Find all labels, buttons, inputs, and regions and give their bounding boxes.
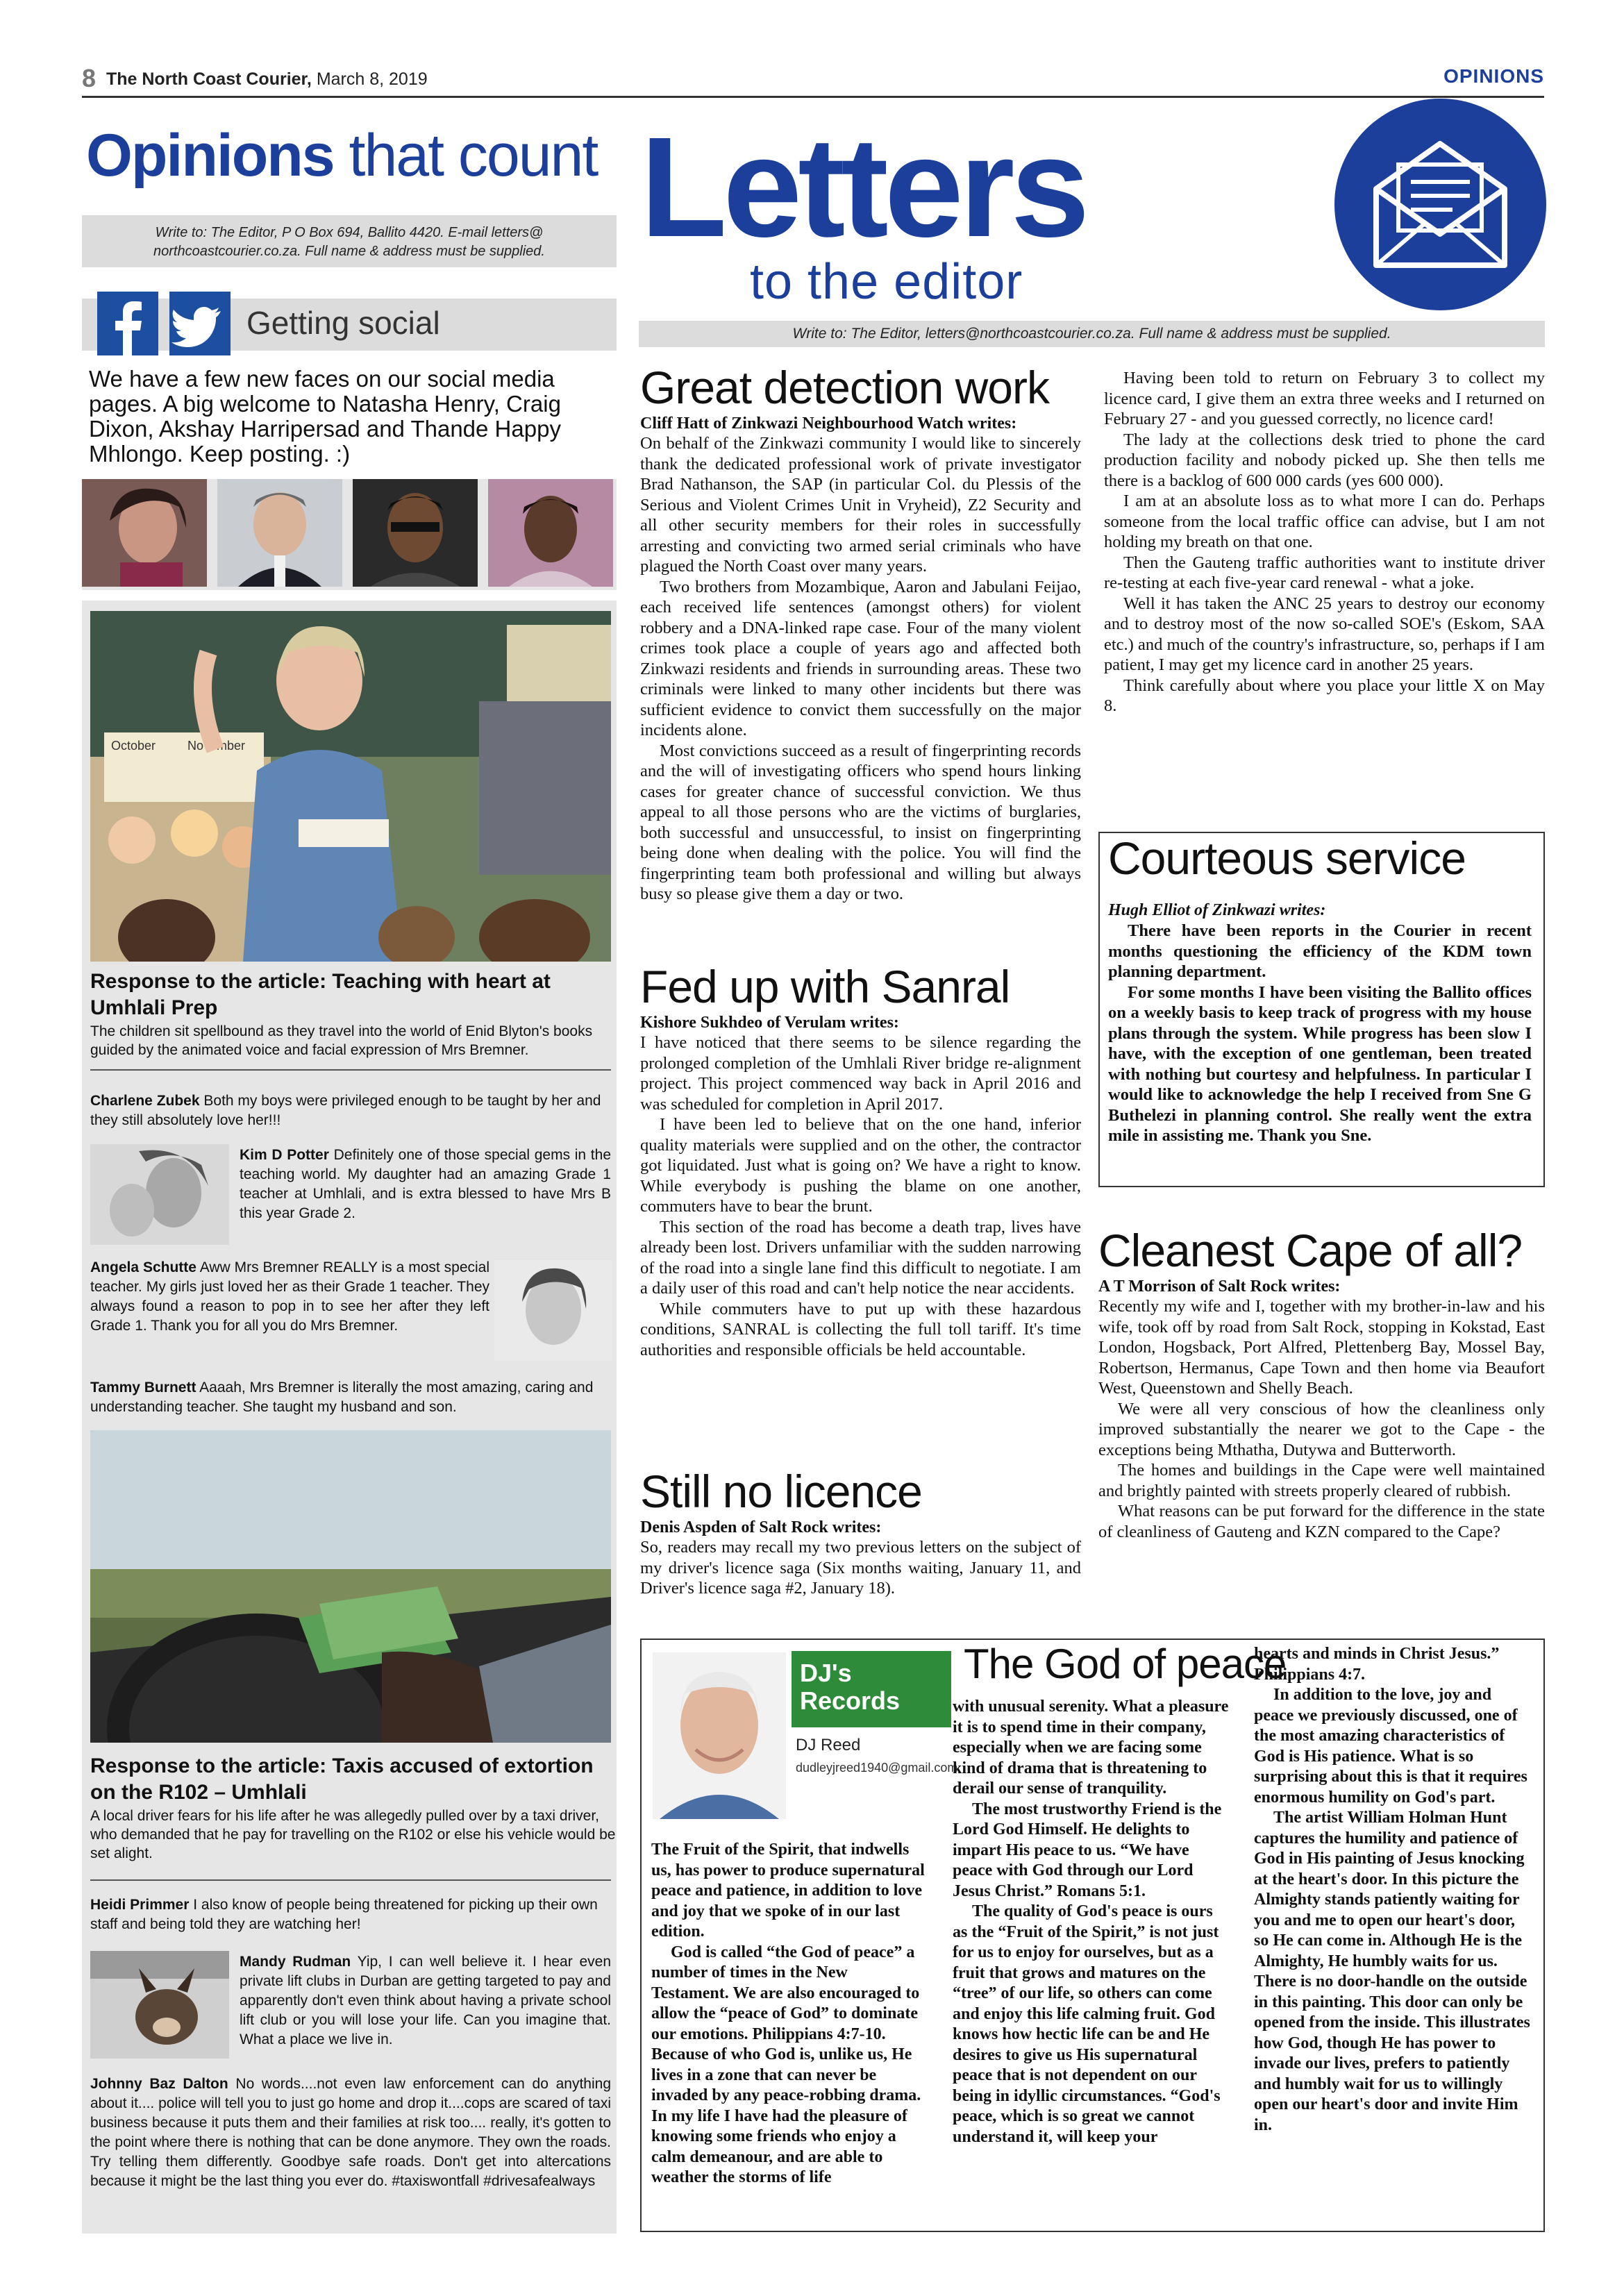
comment-text: No words....not even law enforcement can do anything about it.... police will tell you to just go home and drop it....cops are scared of taxi business because it puts them and their families at risk too.... really, it's gotten to the point where there is nothing that can be done anymore. They own the roads. Try telling them differently. Goodbye safe roads. Don't get into altercations because it might be the last thing you ever do. #taxiswontfall #drivesafealways <box>90 2076 611 2189</box>
feed2-title: Response to the article: Taxis accused of extortion on the R102 – Umhlali <box>90 1754 594 1804</box>
paragraph: On behalf of the Zinkwazi community I would like to sincerely thank the dedicated professional work of private investigator Brad Nathanson, the SAP (in particular Col. du Plessis of the Serious and Violent Crimes Unit in Vryheid), Z2 Security and all other security members for their roles in successfully arresting and convicting two armed serial criminals who have plagued the North Coast over many years. <box>640 434 1081 576</box>
header-divider <box>82 96 1544 98</box>
paragraph: In addition to the love, joy and peace we previously discussed, one of the most amazing characteristics of God is His patience. What is so surprising about this is that it requires enormous humility on God's part. <box>1254 1686 1527 1807</box>
write-to-line-2: northcoastcourier.co.za. Full name & address must be supplied. <box>153 244 545 259</box>
comment-text: Aaaah, Mrs Bremner is literally the most amazing, caring and understanding teacher. She taught my husband and son. <box>90 1380 594 1415</box>
taxi-money-photo <box>90 1430 611 1743</box>
paragraph: So, readers may recall my two previous letters on the subject of my driver's licence saga (Six months waiting, January 11, and Driver's licence saga #2, January 18). <box>640 1538 1081 1598</box>
twitter-icon[interactable] <box>169 292 231 355</box>
dj-reed-photo <box>653 1652 786 1819</box>
paragraph: I am at an absolute loss as to what more I can do. Perhaps someone from the local traffic office can advise, but I am not holding my breath on that one. <box>1104 492 1545 551</box>
opinions-title <box>86 121 597 190</box>
publication-name: The North Coast Courier, <box>106 69 312 89</box>
issue-date: March 8, 2019 <box>316 69 428 89</box>
mandy-rudman-photo <box>90 1951 229 2059</box>
comment-author: Tammy Burnett <box>90 1380 196 1396</box>
page-folio <box>82 64 428 93</box>
comment-angela <box>90 1258 489 1336</box>
headline-god-of-peace: The God of peace <box>964 1641 1287 1687</box>
dj-column-1 <box>651 1840 929 2188</box>
paragraph: Having been told to return on February 3 to collect my licence card, I give them an extra three weeks and I returned on February 27 - and you guessed correctly, no licence card! <box>1104 369 1545 428</box>
letter-detection-body <box>640 433 1081 905</box>
paragraph: I have been led to believe that on the one hand, inferior quality materials were supplied and on the other, the contractor got liquidated. Just what is going on? We have a right to know. While everybody is pushing the blame on one another, commuters have to bear the brunt. <box>640 1115 1081 1216</box>
paragraph: The homes and buildings in the Cape were well maintained and brightly painted with streets properly cleared of rubbish. <box>1098 1461 1545 1500</box>
section-label: OPINIONS <box>1443 65 1544 87</box>
paragraph: This section of the road has become a death trap, lives have already been lost. Drivers unfamiliar with the sudden narrowing of the road into a single lane find this difficult to negotiate. I am a daily user of this road and can't help notice the near accidents. <box>640 1217 1081 1298</box>
paragraph: The artist William Holman Hunt captures the humility and patience of God in His painting of Jesus knocking at the heart's door. In this picture the Almighty stands patiently waiting for you and me to open our heart's door, so He can come in. Although He is the Almighty, He humbly waits for us. There is no door-handle on the outside in this painting. This door can only be opened from the inside. This illustrates how God, though He has power to invade our lives, prefers to patiently and humbly wait for us to willingly open our heart's door and invite Him in. <box>1254 1809 1530 2134</box>
write-to-line-1: Write to: The Editor, P O Box 694, Ballito 4420. E-mail letters@ <box>155 225 544 240</box>
feed2-caption: A local driver fears for his life after he was allegedly pulled over by a taxi driver, who demanded that he pay for travelling on the R102 or else his vehicle would be set alight. <box>90 1808 616 1861</box>
paragraph: While commuters have to put up with these hazardous conditions, SANRAL is collecting the full toll tariff. It's time authorities and responsible officials be held accountable. <box>640 1299 1081 1359</box>
board-month-october: October <box>111 739 156 753</box>
comment-tammy <box>90 1378 611 1417</box>
comment-author: Kim D Potter <box>240 1147 329 1163</box>
dj-author-name: DJ Reed <box>796 1736 861 1754</box>
opinions-write-to <box>82 215 617 267</box>
angela-schutte-photo <box>494 1260 612 1361</box>
follower-photo-3 <box>353 479 478 587</box>
letter-courteous-body <box>1108 921 1532 1146</box>
comment-kim <box>240 1146 611 1223</box>
dj-records-tag <box>792 1651 951 1727</box>
paragraph: For some months I have been visiting the Ballito offices on a weekly basis to keep track of progress with my house plans through the system. While progress has been slow I have, with the exception of one gentleman, been treated with nothing but courtesy and helpfulness. In particular I would like to acknowledge the help I received from Sne G Buthelezi in planning control. She really went the extra mile in assisting me. Thank you Sne. <box>1108 982 1532 1145</box>
letter-licence-body-continued <box>1104 368 1545 717</box>
envelope-icon <box>1334 99 1546 310</box>
byline-detection: Cliff Hatt of Zinkwazi Neighbourhood Watch writes: <box>640 414 1017 433</box>
byline-licence: Denis Aspden of Salt Rock writes: <box>640 1518 882 1536</box>
paragraph: I have noticed that there seems to be silence regarding the prolonged completion of the Umhlali River bridge re-alignment project. This project commenced way back in April 2016 and was scheduled for completion in April 2017. <box>640 1033 1081 1114</box>
comment-author: Johnny Baz Dalton <box>90 2076 228 2092</box>
kim-potter-photo <box>90 1144 229 1245</box>
comment-text: I also know of people being threatened for picking up their own staff and being told they are watching her! <box>90 1897 598 1932</box>
paragraph: There have been reports in the Courier in recent months questioning the efficiency of the KDM town planning department. <box>1108 921 1532 981</box>
dj-author-email[interactable]: dudleyjreed1940@gmail.com <box>796 1761 958 1775</box>
facebook-icon[interactable] <box>97 292 158 355</box>
paragraph: Two brothers from Mozambique, Aaron and Jabulani Feijao, each received life sentences (amongst others) for violent robbery and a DNA-linked rape case. Four of the many violent crimes took place a couple of years ago and affected both Zinkwazi residents and friends in surrounding areas. These two criminals were linked to many other incidents but there was sufficient evidence to convict them successfully on the major incidents alone. <box>640 577 1081 739</box>
headline-detection: Great detection work <box>640 362 1049 413</box>
follower-photo-4 <box>488 479 613 587</box>
byline-sanral: Kishore Sukhdeo of Verulam writes: <box>640 1014 899 1032</box>
letters-subtitle: to the editor <box>750 254 1023 310</box>
comment-mandy <box>240 1952 611 2050</box>
byline-cape: A T Morrison of Salt Rock writes: <box>1098 1277 1341 1296</box>
comment-author: Charlene Zubek <box>90 1093 200 1109</box>
paragraph: hearts and minds in Christ Jesus.” Philippians 4:7. <box>1254 1645 1500 1684</box>
paragraph: Then the Gauteng traffic authorities want to institute driver re-testing at each five-year card renewal - what a joke. <box>1104 553 1545 592</box>
paragraph: God is called “the God of peace” a number of times in the New Testament. We are also encouraged to allow the “peace of God” to dominate our emotions. Philippians 4:7-10. Because of who God is, unlike us, He lives in a zone that can never be invaded by any peace-robbing drama. In my life I have had the pleasure of knowing some friends who enjoy a calm demeanour, and are able to weather the storms of life <box>651 1943 921 2186</box>
paragraph: Well it has taken the ANC 25 years to destroy our economy and to destroy most of the now so-called SOE's (Eskom, SAA etc.) and much of the country's infrastructure, so, perhaps if I am patient, I may get my licence card in another 25 years. <box>1104 594 1545 674</box>
byline-courteous: Hugh Elliot of Zinkwazi writes: <box>1108 901 1326 919</box>
getting-social-heading: Getting social <box>246 305 440 341</box>
comment-charlene <box>90 1091 611 1130</box>
headline-cape: Cleanest Cape of all? <box>1098 1225 1523 1276</box>
headline-sanral: Fed up with Sanral <box>640 961 1010 1012</box>
paragraph: The Fruit of the Spirit, that indwells us, has power to produce supernatural peace and patience, in addition to love and joy that we spoke of in our last edition. <box>651 1841 925 1941</box>
dj-tag-line-1: DJ's <box>800 1659 852 1687</box>
paragraph: We were all very conscious of how the cleanliness only improved substantially the nearer we got to the Cape - the exceptions being Mthatha, Dutywa and Butterworth. <box>1098 1399 1545 1459</box>
feed1-title: Response to the article: Teaching with heart at Umhlali Prep <box>90 970 551 1019</box>
social-intro-text: We have a few new faces on our social media pages. A big welcome to Natasha Henry, Craig Dixon, Akshay Harripersad and Thande Happy Mhlongo. Keep posting. :) <box>89 366 561 467</box>
comment-heidi <box>90 1895 611 1934</box>
paragraph: Think carefully about where you place your little X on May 8. <box>1104 676 1545 715</box>
feed2-divider <box>90 1879 611 1881</box>
feed1-caption: The children sit spellbound as they travel into the world of Enid Blyton's books guided by the animated voice and facial expression of Mrs Bremner. <box>90 1023 593 1058</box>
paragraph: The most trustworthy Friend is the Lord God Himself. He delights to impart His peace to us. “We have peace with God through our Lord Jesus Christ.” Romans 5:1. <box>953 1800 1222 1900</box>
paragraph: Recently my wife and I, together with my brother-in-law and his wife, took off by road from Salt Rock, stopping in Kokstad, East London, Hogsback, Port Alfred, Plettenberg Bay, Mossel Bay, Robertson, Hermanus, Cape Town and then home via Beaufort West, Queenstown and Shelly Beach. <box>1098 1297 1545 1398</box>
teacher-reading-photo <box>90 611 611 962</box>
comment-text: Definitely one of those special gems in the teaching world. My daughter had an amazing Grade 1 teacher at Umhlali, and is extra blessed to have Mrs B this year Grade 2. <box>240 1147 611 1221</box>
page-number: 8 <box>82 64 97 92</box>
paragraph: with unusual serenity. What a pleasure it is to spend time in their company, especially when we are facing some kind of drama that is threatening to derail our sense of tranquility. <box>953 1698 1229 1798</box>
dj-tag-line-2: Records <box>800 1686 901 1715</box>
comment-author: Heidi Primmer <box>90 1897 190 1913</box>
headline-courteous: Courteous service <box>1108 832 1466 884</box>
comment-johnny <box>90 2075 611 2191</box>
letter-sanral-body <box>640 1032 1081 1360</box>
follower-photo-2 <box>217 479 342 587</box>
letter-licence-body-start <box>640 1537 1081 1599</box>
new-followers-row <box>82 479 617 590</box>
letters-write-to: Write to: The Editor, letters@northcoastcourier.co.za. Full name & address must be supplied. <box>639 321 1545 347</box>
follower-photo-1 <box>82 479 207 587</box>
paragraph: What reasons can be put forward for the difference in the state of cleanliness of Gauteng and KZN compared to the Cape? <box>1098 1502 1545 1541</box>
paragraph: Most convictions succeed as a result of fingerprinting records and the will of investigating officers who spend hours linking cases for greater chance of successful conviction. We thus appeal to all those persons who are the victims of burglaries, both successful and unsuccessful, to insist on fingerprinting being done when dealing with the police. You will find the fingerprinting team both professional and willing but always busy so please give them a day or two. <box>640 741 1081 903</box>
paragraph: The quality of God's peace is ours as the “Fruit of the Spirit,” is not just for us to enjoy for ourselves, but as a fruit that grows and matures on the “tree” of our life, so others can come and enjoy this life calming fruit. God knows how hectic life can be and He desires to give us His supernatural peace that is not dependent on our being in idyllic circumstances. “God's peace, which is so great we cannot understand it, will keep your <box>953 1902 1221 2146</box>
dj-column-2 <box>953 1697 1229 2147</box>
letter-cape-body <box>1098 1296 1545 1542</box>
feed1-divider <box>90 1069 611 1071</box>
letters-masthead: Letters <box>640 108 1086 267</box>
opinions-title-strong: Opinions <box>86 122 334 189</box>
board-month-november: November <box>187 739 246 753</box>
comment-author: Mandy Rudman <box>240 1954 351 1970</box>
headline-licence: Still no licence <box>640 1466 922 1517</box>
paragraph: The lady at the collections desk tried to phone the card production facility and nobody picked up. She then tells me there is a backlog of 600 000 cards (yes 600 000). <box>1104 430 1545 490</box>
comment-text: Aww Mrs Bremner REALLY is a most special teacher. My girls just loved her as their Grade 1 teacher. They always found a reason to pop in to see her after they left Grade 1. Thank you for all you do Mrs Bremner. <box>90 1259 490 1334</box>
comment-text: Yip, I can well believe it. I hear even private lift clubs in Durban are getting targeted to pay and apparently don't even think about having a private school lift club or you will lose your life. Can you imagine that. What a place we live in. <box>240 1954 611 2047</box>
opinions-title-light: that count <box>349 122 598 189</box>
dj-column-3 <box>1254 1644 1530 2136</box>
comment-author: Angela Schutte <box>90 1259 196 1275</box>
comment-text: Both my boys were privileged enough to be taught by her and they still absolutely love her!!! <box>90 1093 601 1128</box>
